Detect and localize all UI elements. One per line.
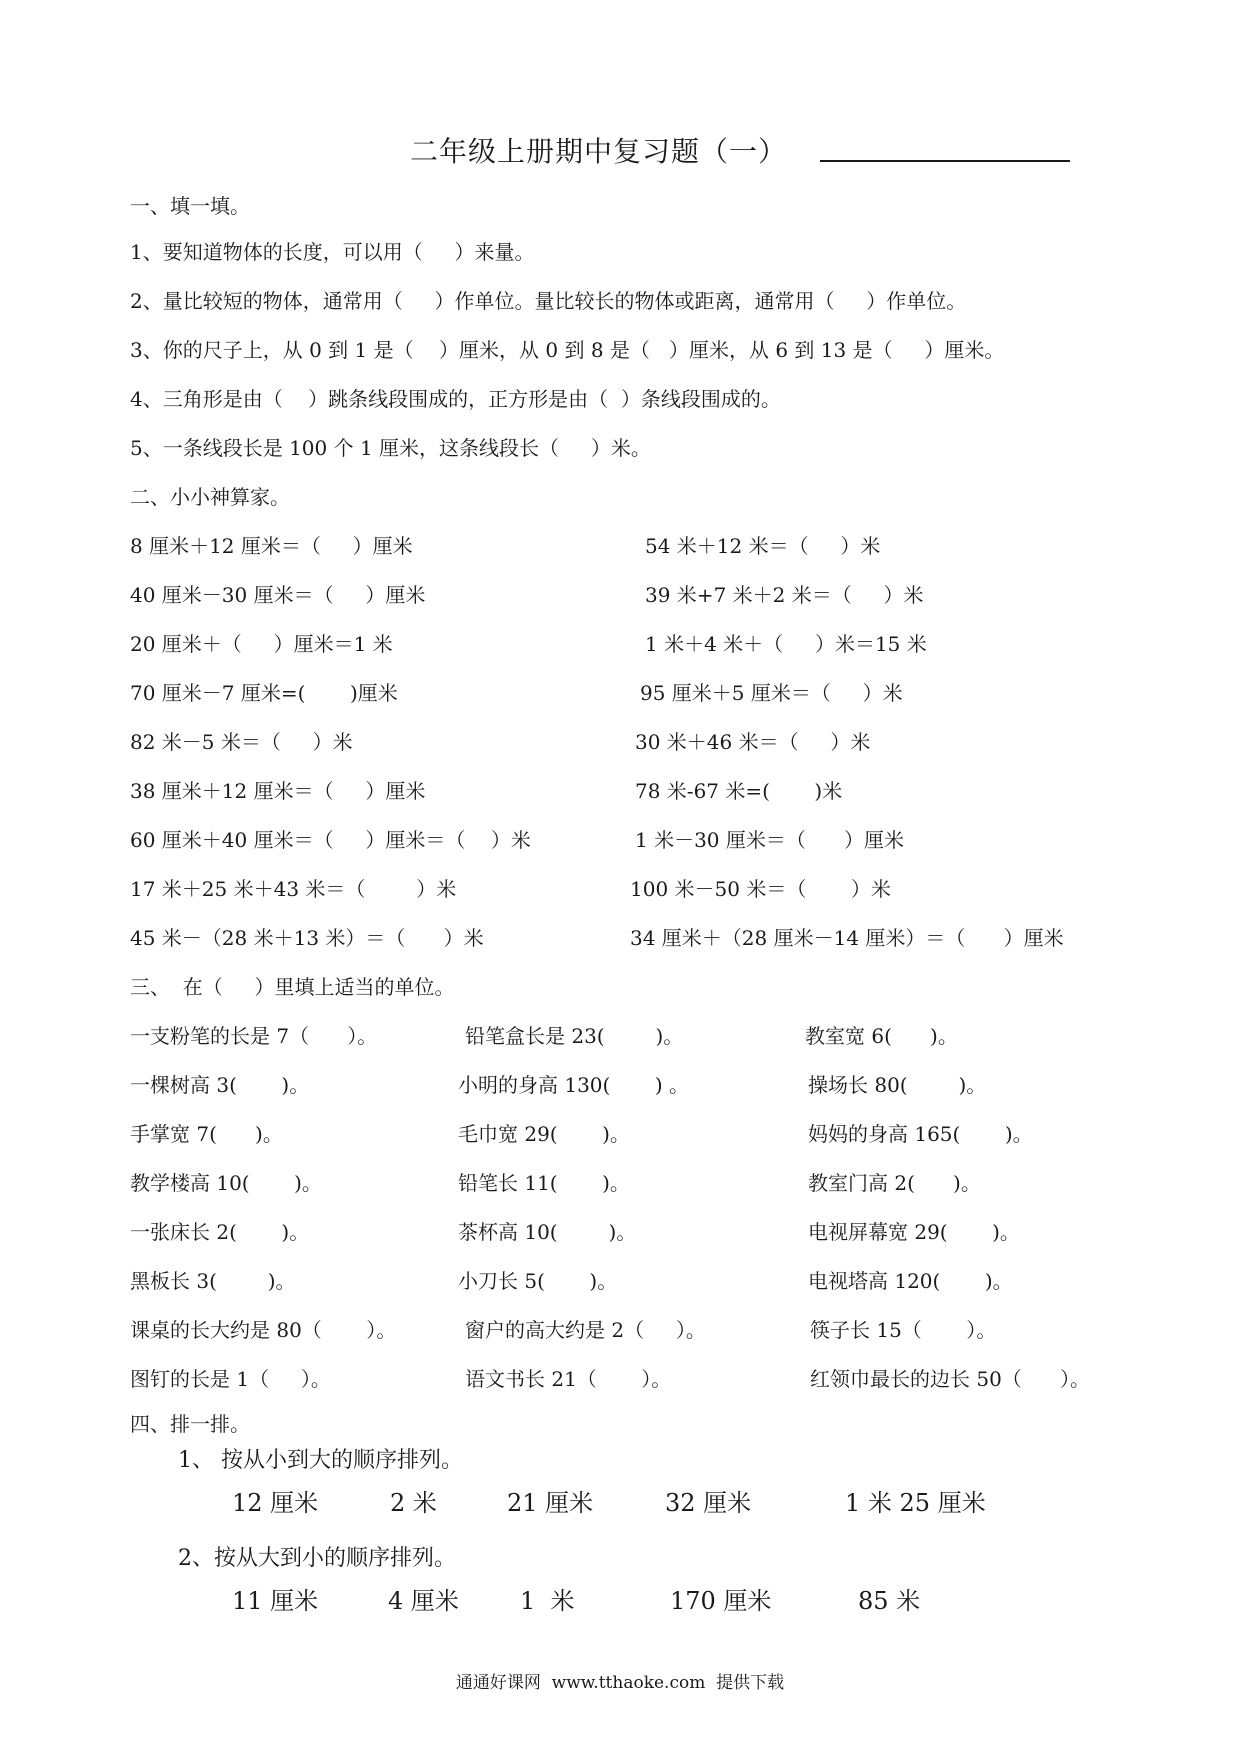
section-heading-calculation: 二、小小神算家。	[130, 485, 290, 509]
title-row	[0, 130, 1240, 170]
unit-item-6-3: 电视塔高 120( )。	[808, 1269, 1013, 1293]
calc-right-6: 78 米-67 米=( )米	[635, 779, 843, 803]
order-value-1-5: 1 米 25 厘米	[845, 1489, 986, 1517]
page-title: 二年级上册期中复习题（一）	[410, 135, 788, 168]
calc-left-4: 70 厘米－7 厘米=( )厘米	[130, 681, 398, 705]
order-question-1: 1、 按从小到大的顺序排列。	[178, 1448, 463, 1473]
unit-item-7-2: 窗户的高大约是 2（ ）。	[465, 1318, 706, 1342]
calc-left-8: 17 米＋25 米＋43 米＝（ ）米	[130, 877, 457, 901]
fill-question-4: 4、三角形是由（ ）跳条线段围成的，正方形是由（ ）条线段围成的。	[130, 387, 781, 411]
unit-item-3-3: 妈妈的身高 165( )。	[808, 1122, 1033, 1146]
name-blank-line	[820, 160, 1070, 162]
unit-item-4-1: 教学楼高 10( )。	[130, 1171, 322, 1195]
unit-item-1-2: 铅笔盒长是 23( )。	[465, 1024, 684, 1048]
order-value-1-1: 12 厘米	[232, 1489, 319, 1517]
unit-item-5-2: 茶杯高 10( )。	[458, 1220, 637, 1244]
calc-right-7: 1 米－30 厘米＝（ ）厘米	[635, 828, 905, 852]
order-value-1-3: 21 厘米	[507, 1489, 594, 1517]
unit-item-6-1: 黑板长 3( )。	[130, 1269, 296, 1293]
section-heading-units: 三、 在（ ）里填上适当的单位。	[130, 975, 455, 999]
order-value-2-5: 85 米	[858, 1587, 921, 1615]
unit-item-6-2: 小刀长 5( )。	[458, 1269, 618, 1293]
calc-left-9: 45 米－（28 米＋13 米）＝（ ）米	[130, 926, 484, 950]
section-heading-ordering: 四、排一排。	[130, 1412, 250, 1436]
unit-item-2-2: 小明的身高 130( ) 。	[458, 1073, 689, 1097]
calc-right-4: 95 厘米＋5 厘米＝（ ）米	[640, 681, 903, 705]
unit-item-7-3: 筷子长 15（ ）。	[810, 1318, 997, 1342]
fill-question-1: 1、要知道物体的长度，可以用（ ）来量。	[130, 240, 535, 264]
unit-item-5-1: 一张床长 2( )。	[130, 1220, 310, 1244]
unit-item-1-1: 一支粉笔的长是 7（ ）。	[130, 1024, 378, 1048]
calc-right-2: 39 米+7 米＋2 米＝（ ）米	[645, 583, 924, 607]
calc-left-6: 38 厘米＋12 厘米＝（ ）厘米	[130, 779, 426, 803]
calc-left-5: 82 米－5 米＝（ ）米	[130, 730, 353, 754]
unit-item-5-3: 电视屏幕宽 29( )。	[808, 1220, 1020, 1244]
unit-item-1-3: 教室宽 6( )。	[805, 1024, 958, 1048]
fill-question-5: 5、一条线段长是 100 个 1 厘米，这条线段长（ ）米。	[130, 436, 651, 460]
footer-source: 通通好课网 www.tthaoke.com 提供下载	[455, 1673, 785, 1693]
order-value-1-4: 32 厘米	[665, 1489, 752, 1517]
unit-item-3-1: 手掌宽 7( )。	[130, 1122, 283, 1146]
calc-right-8: 100 米－50 米＝（ ）米	[630, 877, 891, 901]
section-heading-fill-in: 一、填一填。	[130, 194, 250, 218]
calc-left-1: 8 厘米＋12 厘米＝（ ）厘米	[130, 534, 413, 558]
order-value-1-2: 2 米	[390, 1489, 437, 1517]
unit-item-3-2: 毛巾宽 29( )。	[458, 1122, 630, 1146]
order-value-2-3: 1 米	[520, 1587, 575, 1615]
unit-item-4-3: 教室门高 2( )。	[808, 1171, 981, 1195]
unit-item-7-1: 课桌的长大约是 80（ ）。	[130, 1318, 397, 1342]
calc-left-7: 60 厘米＋40 厘米＝（ ）厘米＝（ ）米	[130, 828, 531, 852]
unit-item-8-1: 图钉的长是 1（ ）。	[130, 1367, 331, 1391]
unit-item-8-3: 红领巾最长的边长 50（ ）。	[810, 1367, 1090, 1391]
order-value-2-2: 4 厘米	[388, 1587, 459, 1615]
unit-item-4-2: 铅笔长 11( )。	[458, 1171, 630, 1195]
fill-question-2: 2、量比较短的物体，通常用（ ）作单位。量比较长的物体或距离，通常用（ ）作单位。	[130, 289, 967, 313]
unit-item-2-1: 一棵树高 3( )。	[130, 1073, 310, 1097]
unit-item-8-2: 语文书长 21（ ）。	[465, 1367, 672, 1391]
calc-left-3: 20 厘米＋（ ）厘米＝1 米	[130, 632, 393, 656]
calc-right-1: 54 米＋12 米＝（ ）米	[645, 534, 881, 558]
calc-right-9: 34 厘米＋（28 厘米－14 厘米）＝（ ）厘米	[630, 926, 1064, 950]
calc-right-5: 30 米＋46 米＝（ ）米	[635, 730, 871, 754]
fill-question-3: 3、你的尺子上，从 0 到 1 是（ ）厘米，从 0 到 8 是（ ）厘米，从 6 到 13 是（ ）厘米。	[130, 338, 1005, 362]
order-value-2-4: 170 厘米	[670, 1587, 772, 1615]
calc-left-2: 40 厘米－30 厘米＝（ ）厘米	[130, 583, 426, 607]
order-value-2-1: 11 厘米	[232, 1587, 319, 1615]
unit-item-2-3: 操场长 80( )。	[808, 1073, 987, 1097]
order-question-2: 2、按从大到小的顺序排列。	[178, 1546, 456, 1571]
calc-right-3: 1 米＋4 米＋（ ）米＝15 米	[645, 632, 927, 656]
